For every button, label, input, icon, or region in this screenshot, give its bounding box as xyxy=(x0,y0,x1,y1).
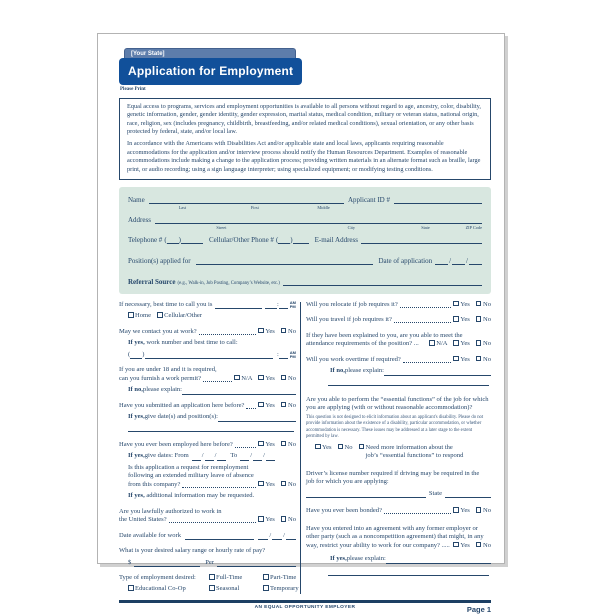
note-text: additional information may be requested. xyxy=(144,492,255,500)
footer xyxy=(119,605,491,614)
dotted-leader xyxy=(182,487,256,488)
no-checkbox[interactable] xyxy=(476,316,482,322)
name-label: Name xyxy=(128,195,145,204)
sublabel-last: Last xyxy=(178,204,187,210)
explain-blank[interactable] xyxy=(384,370,491,376)
license-number-blank[interactable] xyxy=(306,492,426,498)
no-checkbox[interactable] xyxy=(281,441,287,447)
drivers-license-question xyxy=(306,470,491,499)
no-checkbox[interactable] xyxy=(338,444,344,450)
no-checkbox[interactable] xyxy=(281,328,287,334)
eeo-paragraph: Equal access to programs, services and employment opportunities is available to all persons without regard to age, ancestry, color, disability, genetic information, gender, gender identity, gender expression, marital status, medical condition, military or veteran status, national origin, race, religion, sex (includes pregnancy, childbirth, breastfeeding, and/or related medical conditions), sexual orientation, or any other basis protected by federal, state, and/or local law. xyxy=(127,103,481,136)
state-tab: [Your State] xyxy=(124,48,296,58)
work-area-code-blank[interactable] xyxy=(128,350,145,359)
questions-right-column xyxy=(306,301,491,594)
temporary-label: Temporary xyxy=(270,585,299,593)
yes-no-options xyxy=(258,328,296,337)
prompt-text: give dates: From xyxy=(144,452,189,460)
telephone-number-blank[interactable] xyxy=(178,235,203,244)
position-label: Position(s) applied for xyxy=(128,256,191,265)
question-text-line1: Have you entered into an agreement with any former employer or xyxy=(306,524,478,532)
full-time-checkbox[interactable] xyxy=(209,574,215,580)
please-print-note: Please Print xyxy=(120,87,146,92)
equal-opportunity-note: AN EQUAL OPPORTUNITY EMPLOYER xyxy=(254,605,356,611)
no-label: No xyxy=(482,355,491,363)
yes-no-options xyxy=(258,402,296,411)
cellular-paren-open: ( xyxy=(275,235,279,244)
if-yes-prefix: If yes, xyxy=(128,452,145,460)
yes-label: Yes xyxy=(322,443,332,451)
question-text-line2: job for which you are applying: xyxy=(306,478,389,486)
cellular-number-blank[interactable] xyxy=(293,238,309,244)
yes-checkbox[interactable] xyxy=(258,375,264,381)
from-month-blank[interactable] xyxy=(192,455,201,461)
date-slash: / xyxy=(263,452,265,460)
available-day-blank[interactable] xyxy=(272,534,282,540)
date-available-blank[interactable] xyxy=(185,534,254,540)
question-text-line1: Are you lawfully authorized to work in xyxy=(119,507,222,515)
permit-explain-line xyxy=(128,386,296,395)
na-label: N/A xyxy=(436,340,448,348)
relocate-question xyxy=(306,301,491,310)
dotted-leader xyxy=(169,522,257,523)
no-checkbox[interactable] xyxy=(476,507,482,513)
name-sublabels xyxy=(154,205,344,210)
question-text: If necessary, best time to call you is xyxy=(119,300,213,308)
no-label: No xyxy=(482,541,491,549)
question-text-line1: Are you able to perform the “essential functions” of the job for which xyxy=(306,395,489,403)
question-text: Will you travel if job requires it? xyxy=(306,316,392,324)
no-label: No xyxy=(482,316,491,324)
educational-coop-option xyxy=(128,585,209,594)
yes-no-options xyxy=(258,481,296,490)
telephone-paren-open: ( xyxy=(164,235,167,244)
yes-checkbox[interactable] xyxy=(315,444,321,450)
dotted-leader xyxy=(403,362,451,363)
time-hour-blank[interactable] xyxy=(265,300,279,309)
question-text-line1: If they have been explained to you, are you able to meet the xyxy=(306,331,463,339)
overtime-explain-line xyxy=(330,367,491,376)
from-day-blank[interactable] xyxy=(205,455,214,461)
application-date-month-blank[interactable] xyxy=(435,259,448,265)
sublabel-first: First xyxy=(250,204,259,210)
educational-coop-checkbox[interactable] xyxy=(128,585,134,591)
page-content xyxy=(119,48,491,614)
per-label: Per xyxy=(205,558,215,566)
yes-label: Yes xyxy=(460,355,470,363)
reemployment-text-line1: Is this application a request for reemployment xyxy=(128,463,249,471)
part-time-checkbox[interactable] xyxy=(263,574,269,580)
form-title: Application for Employment xyxy=(119,58,302,85)
yes-label: Yes xyxy=(460,340,470,348)
home-checkbox[interactable] xyxy=(128,312,134,318)
question-text-line2: the United States? xyxy=(119,516,167,524)
yes-checkbox[interactable] xyxy=(453,316,459,322)
name-blank[interactable] xyxy=(149,198,344,204)
question-text: Will you work overtime if required? xyxy=(306,355,401,363)
address-label: Address xyxy=(128,215,151,224)
question-text-line1: If you are under 18 and it is required, xyxy=(119,366,217,374)
attendance-question xyxy=(306,332,491,349)
dollar-sign: $ xyxy=(128,558,132,566)
yes-label: Yes xyxy=(265,401,275,409)
no-label: No xyxy=(287,516,296,524)
no-option xyxy=(338,444,353,453)
prior-application-question xyxy=(119,402,296,432)
reemployment-answer-line xyxy=(128,481,296,490)
cellular-other-checkbox[interactable] xyxy=(157,312,163,318)
yes-checkbox[interactable] xyxy=(258,441,264,447)
employment-dates-line xyxy=(128,452,296,461)
sublabel-state: State xyxy=(421,224,430,230)
questionnaire xyxy=(119,301,491,594)
bonded-question xyxy=(306,507,491,516)
no-checkbox[interactable] xyxy=(476,542,482,548)
work-time-blank[interactable] xyxy=(276,350,288,359)
no-checkbox[interactable] xyxy=(281,375,287,381)
question-text-line1: Driver’s license number required if driving may be required in the xyxy=(306,469,480,477)
no-checkbox[interactable] xyxy=(281,481,287,487)
date-slash: / xyxy=(214,452,217,460)
state-label: State xyxy=(428,489,442,497)
yes-label: Yes xyxy=(265,440,275,448)
part-time-option xyxy=(263,574,299,583)
temporary-checkbox[interactable] xyxy=(263,585,269,591)
yes-label: Yes xyxy=(265,374,275,382)
dotted-leader xyxy=(394,322,451,323)
reemployment-text-line2: following an extended military leave of absence xyxy=(128,472,254,480)
no-checkbox[interactable] xyxy=(281,516,287,522)
no-label: No xyxy=(287,374,296,382)
license-line xyxy=(306,490,491,499)
explain-blank[interactable] xyxy=(182,389,296,395)
no-label: No xyxy=(482,300,491,308)
position-row xyxy=(128,257,482,265)
yes-checkbox[interactable] xyxy=(453,301,459,307)
telephone-paren-close: ) xyxy=(178,235,181,244)
question-text: May we contact you at work? xyxy=(119,327,197,335)
to-month-blank[interactable] xyxy=(240,455,249,461)
cellular-paren-close: ) xyxy=(290,235,293,244)
prior-employment-question xyxy=(119,441,296,501)
time-colon: : xyxy=(276,300,279,308)
additional-info-note xyxy=(128,492,296,501)
question-text: Have you ever been bonded? xyxy=(306,507,382,515)
yes-label: Yes xyxy=(265,516,275,524)
referral-source-label: Referral Source xyxy=(128,277,176,286)
need-more-info-option xyxy=(359,444,464,461)
yes-checkbox[interactable] xyxy=(258,402,264,408)
contact-at-work-question xyxy=(119,328,296,337)
applicant-id-blank[interactable] xyxy=(394,198,482,204)
from-year-blank[interactable] xyxy=(217,455,226,461)
sublabel-street: Street xyxy=(216,224,227,230)
yes-checkbox[interactable] xyxy=(258,516,264,522)
question-text: Will you relocate if job requires it? xyxy=(306,300,398,308)
no-label: No xyxy=(287,401,296,409)
date-slash: / xyxy=(466,256,468,265)
question-text-line2: other party (such as a noncompetition agreement) that might, in any xyxy=(306,533,484,541)
paren-close: ) xyxy=(142,350,145,358)
yes-label: Yes xyxy=(265,327,275,335)
footer-rule xyxy=(119,600,491,603)
best-time-to-call-question xyxy=(119,301,296,310)
explain-blank[interactable] xyxy=(386,558,491,564)
pm-label: PM xyxy=(289,354,296,360)
work-number-line xyxy=(128,351,296,360)
if-no-prefix: If no, xyxy=(330,367,345,375)
applicant-info-section xyxy=(119,187,491,294)
question-text-line2: can you furnish a work permit? xyxy=(119,374,201,382)
question-text: Have you submitted an application here before? xyxy=(119,401,245,409)
if-no-prefix: If no, xyxy=(128,386,143,394)
date-available-question xyxy=(119,532,296,541)
full-time-option xyxy=(209,574,263,583)
question-text: Date available for work xyxy=(119,531,181,539)
form-header xyxy=(119,48,491,92)
email-label: E-mail Address xyxy=(314,235,358,244)
noncompete-question xyxy=(306,525,491,576)
legal-notice-box xyxy=(119,98,491,180)
prior-application-detail-line xyxy=(128,413,296,422)
travel-question xyxy=(306,316,491,325)
cellular-other-label: Cellular/Other xyxy=(164,312,202,320)
work-number-prompt xyxy=(128,339,296,348)
question-text: Type of employment desired: xyxy=(119,574,196,582)
essential-functions-question xyxy=(306,396,491,461)
sublabel-city: City xyxy=(347,224,355,230)
salary-line xyxy=(128,559,296,568)
no-checkbox[interactable] xyxy=(281,402,287,408)
available-year-blank[interactable] xyxy=(286,534,296,540)
if-yes-prefix: If yes, xyxy=(128,413,145,421)
seasonal-label: Seasonal xyxy=(216,585,240,593)
yes-checkbox[interactable] xyxy=(258,481,264,487)
full-time-label: Full-Time xyxy=(216,574,243,582)
na-checkbox[interactable] xyxy=(429,340,435,346)
seasonal-option xyxy=(209,585,263,594)
need-more-info-label-line2: job’s “essential functions” to respond xyxy=(365,452,464,460)
dotted-leader xyxy=(384,513,451,514)
to-year-blank[interactable] xyxy=(266,455,275,461)
yes-label: Yes xyxy=(460,507,470,515)
yes-no-options xyxy=(453,301,491,310)
if-yes-prefix: If yes, xyxy=(128,492,145,500)
am-label: AM xyxy=(289,300,296,305)
am-label: AM xyxy=(289,350,296,355)
question-text: Have you ever been employed here before? xyxy=(119,440,233,448)
seasonal-checkbox[interactable] xyxy=(209,585,215,591)
yes-checkbox[interactable] xyxy=(453,542,459,548)
referral-source-blank[interactable] xyxy=(283,280,482,286)
email-blank[interactable] xyxy=(361,238,482,244)
dotted-leader xyxy=(199,334,257,335)
best-time-blank[interactable] xyxy=(215,303,262,309)
no-checkbox[interactable] xyxy=(476,301,482,307)
pm-label: PM xyxy=(289,304,296,310)
detail-blank[interactable] xyxy=(218,416,296,422)
need-more-info-label-line1: Need more information about the xyxy=(365,443,453,451)
educational-coop-label: Educational Co-Op xyxy=(135,585,186,593)
no-label: No xyxy=(287,327,296,335)
sublabel-middle: Middle xyxy=(317,204,330,210)
applicant-id-label: Applicant ID # xyxy=(348,195,390,204)
home-label: Home xyxy=(135,312,151,320)
question-text-line3: way, restrict your ability to work for our company? ..... xyxy=(306,541,450,549)
no-label: No xyxy=(287,440,296,448)
if-yes-prefix: If yes, xyxy=(330,555,347,563)
question-text-line2: you are applying (with or without reasonable accommodation)? xyxy=(306,404,473,412)
address-blank[interactable] xyxy=(155,218,482,224)
dotted-leader xyxy=(235,447,257,448)
detail-blank-line2[interactable] xyxy=(128,425,294,432)
date-slash: / xyxy=(201,452,204,460)
no-label: No xyxy=(344,443,353,451)
salary-question xyxy=(119,547,296,567)
available-month-blank[interactable] xyxy=(258,534,268,540)
na-yes-no-options xyxy=(429,340,491,349)
na-checkbox[interactable] xyxy=(234,375,240,381)
work-permit-question xyxy=(119,366,296,395)
phone-row xyxy=(128,236,482,244)
referral-source-hint: (e.g., Walk-in, Job Posting, Company’s Website, etc.) xyxy=(177,280,280,286)
no-checkbox[interactable] xyxy=(476,356,482,362)
disability-fine-print: This question is not designed to elicit information about an applicant's disability. Please do not provide information about the existence of a disability, particular accommodation, or whether accommodation is necessary. These issues may be addressed at a later stage to the extent permitted by law. xyxy=(306,415,484,439)
application-form-page xyxy=(97,33,505,614)
employment-type-question xyxy=(119,574,299,594)
if-yes-prefix: If yes, xyxy=(128,339,145,347)
prompt-text: please explain: xyxy=(344,367,385,375)
questions-left-column xyxy=(119,300,299,594)
no-label: No xyxy=(482,507,491,515)
yes-no-options xyxy=(258,441,296,450)
yes-option xyxy=(315,444,332,453)
application-date-day-blank[interactable] xyxy=(452,259,465,265)
salary-amount-blank[interactable] xyxy=(134,561,200,567)
to-day-blank[interactable] xyxy=(253,455,262,461)
no-label: No xyxy=(287,480,296,488)
no-checkbox[interactable] xyxy=(476,340,482,346)
part-time-label: Part-Time xyxy=(270,574,297,582)
date-slash: / xyxy=(269,531,272,539)
am-pm-indicator xyxy=(290,351,296,359)
need-more-info-checkbox[interactable] xyxy=(359,444,365,450)
date-slash: / xyxy=(449,256,452,265)
dotted-leader xyxy=(400,307,452,308)
yes-no-options xyxy=(453,507,491,516)
yes-no-options xyxy=(453,356,491,365)
dotted-leader xyxy=(203,381,232,382)
yes-checkbox[interactable] xyxy=(258,328,264,334)
prompt-text: give date(s) and position(s): xyxy=(144,413,219,421)
cellular-area-blank[interactable] xyxy=(275,235,293,244)
overtime-question xyxy=(306,356,491,386)
address-sublabels xyxy=(162,225,482,230)
prompt-text: work number and best time to call: xyxy=(144,339,238,347)
to-label: To xyxy=(230,452,238,460)
position-blank[interactable] xyxy=(196,259,374,265)
date-slash: / xyxy=(283,531,285,539)
ada-paragraph: In accordance with the Americans with Disabilities Act and/or applicable state and local laws, applicants requiring reasonable accommodations for the application and/or interview process should notify the Human Resources Department. Examples of reasonable accommodations include making a change to the application process; providing written materials in an alternate format such as braille, large print, or audio recording; using a sign language interpreter; using specialized equipment; or modifying testing conditions. xyxy=(127,140,481,173)
essential-functions-options xyxy=(315,444,491,461)
dotted-leader xyxy=(246,408,256,409)
question-text: What is your desired salary range or hourly rate of pay? xyxy=(119,547,266,555)
telephone-area-blank[interactable] xyxy=(167,235,181,244)
am-pm-indicator xyxy=(290,301,296,309)
question-text-line2: attendance requirements of the position? ... xyxy=(306,340,419,348)
yes-checkbox[interactable] xyxy=(453,356,459,362)
temporary-option xyxy=(263,585,299,594)
address-row xyxy=(128,215,482,230)
date-slash: / xyxy=(250,452,253,460)
yes-label: Yes xyxy=(460,300,470,308)
explain-blank-line2[interactable] xyxy=(328,569,489,576)
salary-period-blank[interactable] xyxy=(217,561,296,567)
paren-open: ( xyxy=(128,350,131,358)
yes-checkbox[interactable] xyxy=(453,507,459,513)
cellular-label: Cellular/Other Phone # xyxy=(209,235,274,244)
na-yes-no-options xyxy=(234,375,296,384)
prompt-text: please explain: xyxy=(142,386,183,394)
yes-label: Yes xyxy=(460,541,470,549)
yes-label: Yes xyxy=(460,316,470,324)
sublabel-zip: ZIP Code xyxy=(465,224,482,230)
name-row xyxy=(128,195,482,210)
yes-no-options xyxy=(453,542,491,551)
noncompete-explain-line xyxy=(330,555,491,564)
no-label: No xyxy=(482,340,491,348)
na-label: N/A xyxy=(241,374,253,382)
reemployment-text-line3: from this company? xyxy=(128,480,181,488)
yes-label: Yes xyxy=(265,480,275,488)
yes-no-options xyxy=(453,316,491,325)
yes-checkbox[interactable] xyxy=(453,340,459,346)
time-colon: : xyxy=(276,350,279,358)
work-number-blank[interactable] xyxy=(145,353,273,359)
time-minute-blank[interactable] xyxy=(276,300,288,309)
phone-type-options xyxy=(128,312,296,321)
prompt-text: please explain: xyxy=(346,555,386,563)
work-authorization-question xyxy=(119,508,296,525)
column-divider xyxy=(300,302,301,594)
application-date-year-blank[interactable] xyxy=(469,259,482,265)
license-state-blank[interactable] xyxy=(445,492,491,498)
referral-row xyxy=(128,278,482,286)
application-date-label: Date of application xyxy=(378,256,433,265)
page-number: Page 1 xyxy=(466,605,491,614)
yes-no-options xyxy=(258,516,296,525)
telephone-label: Telephone # xyxy=(128,235,163,244)
explain-blank-line2[interactable] xyxy=(328,379,489,386)
